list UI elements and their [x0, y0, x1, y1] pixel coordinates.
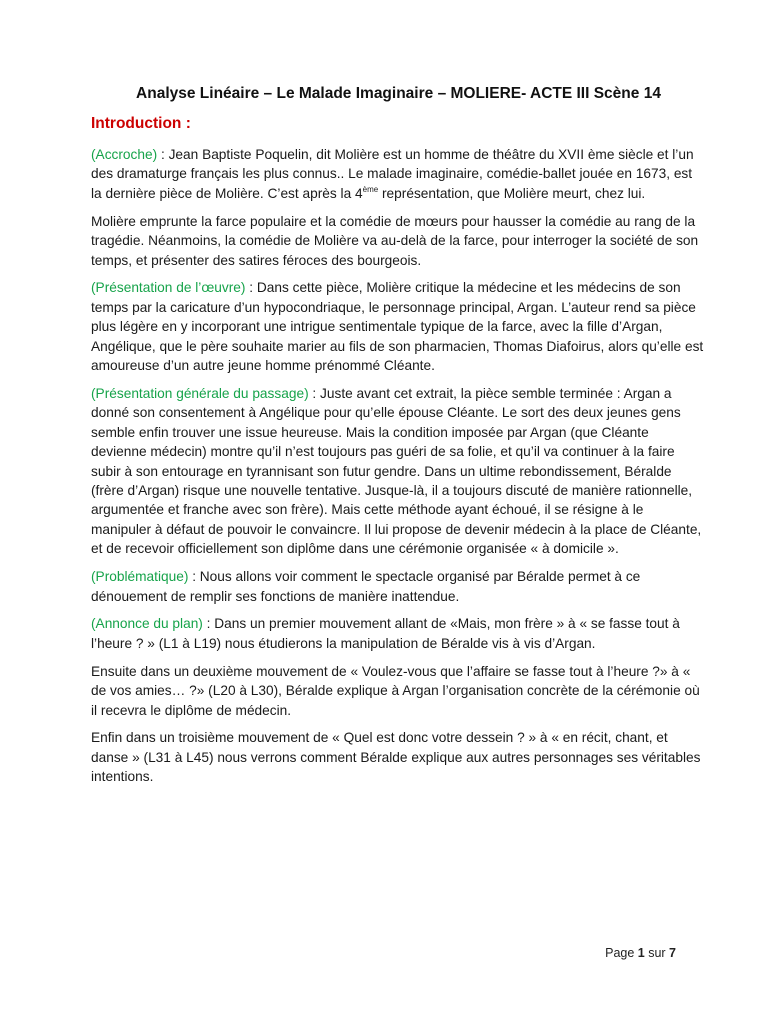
paragraph-context: [91, 212, 706, 270]
section-heading: Introduction :: [91, 115, 191, 132]
paragraph-presentation-passage: [91, 384, 706, 559]
paragraph-second-movement: [91, 662, 706, 720]
paragraph-text: représentation, que Molière meurt, chez lui.: [378, 185, 646, 201]
paragraph-text: : Dans un premier mouvement allant de «Mais, mon frère » à « se fasse tout à l’heure ? » (L1 à L19) nous étudierons la manipulation de Béralde vis à vis d’Argan.: [91, 616, 680, 651]
paragraph-label: (Présentation de l’œuvre): [91, 280, 246, 296]
paragraph-presentation-oeuvre: [91, 278, 706, 375]
paragraph-text: Ensuite dans un deuxième mouvement de « Voulez-vous que l’affaire se fasse tout à l’heure ?» à « de vos amies… ?» (L20 à L30), Béralde explique à Argan l’organisation concrète de la cérémonie où il recevra le diplôme de médecin.: [91, 663, 700, 718]
paragraph-third-movement: [91, 728, 706, 786]
paragraph-text: Enfin dans un troisième mouvement de « Quel est donc votre dessein ? » à « en récit, chant, et danse » (L31 à L45) nous verrons comment Béralde explique aux autres personnages ses véritables intentions.: [91, 730, 701, 785]
paragraph-text: : Dans cette pièce, Molière critique la médecine et les médecins de son temps par la caricature d’un hypocondriaque, le personnage principal, Argan. L’auteur rend sa pièce plus légère en y incorporant une intrigue sentimentale typique de la farce, avec la fille d’Argan, Angélique, que le père souhaite marier au fils de son pharmacien, Thomas Diafoirus, alors qu’elle est amoureuse d’un autre jeune homme prénommé Cléante.: [91, 280, 704, 374]
paragraph-text: : Jean Baptiste Poquelin, dit Molière est un homme de théâtre du XVII ème siècle et l’un des dramaturge français les plus connus.. Le malade imaginaire, comédie-ballet jouée en 1673, est la dernière pièce de Molière. C’est après la 4: [91, 147, 694, 201]
paragraph-label: (Accroche): [91, 147, 158, 162]
paragraph-text: Molière emprunte la farce populaire et la comédie de mœurs pour hausser la comédie au rang de la tragédie. Néanmoins, la comédie de Molière va au-delà de la farce, pour interroger la société de son temps, et présenter des satires féroces des bourgeois.: [91, 213, 699, 268]
paragraph-text: : Nous allons voir comment le spectacle organisé par Béralde permet à ce dénouement de remplir ses fonctions de manière inattendue.: [91, 569, 641, 604]
paragraph-text: : Juste avant cet extrait, la pièce semble terminée : Argan a donné son consentement à Angélique pour qu’elle épouse Cléante. Le sort des deux jeunes gens semble enfin trouver une issue heureuse. Mais la condition imposée par Argan (que Cléante devienne médecin) montre qu’il n’est toujours pas guéri de sa folie, et qu’il va continuer à la faire subir à son entourage en tyrannisant son futur gendre. Dans un ultime rebondissement, Béralde (frère d’Argan) risque une nouvelle tentative. Jusque-là, il a toujours discuté de manière rationnelle, argumentée et franche avec son frère). Mais cette méthode ayant échoué, il se résigne à le manipuler à défaut de pouvoir le convaincre. Il lui propose de devenir médecin à la place de Cléante, et de recevoir officiellement son diplôme dans une cérémonie organisée « à domicile ».: [91, 385, 702, 557]
paragraph-accroche: [91, 145, 706, 203]
paragraph-label: (Problématique): [91, 569, 189, 585]
of-label: sur: [644, 946, 670, 960]
paragraph-problematique: [91, 567, 706, 606]
paragraph-label: (Annonce du plan): [91, 616, 203, 632]
page-label: Page: [605, 946, 638, 960]
page-number: 1: [637, 946, 645, 960]
total-pages: 7: [669, 946, 676, 960]
paragraph-label: (Présentation générale du passage): [91, 385, 309, 401]
page-footer: [605, 946, 676, 960]
superscript: ème: [362, 184, 379, 194]
document-title: Analyse Linéaire – Le Malade Imaginaire – MOLIERE- ACTE III Scène 14: [136, 85, 661, 102]
paragraph-annonce-plan: [91, 614, 706, 653]
